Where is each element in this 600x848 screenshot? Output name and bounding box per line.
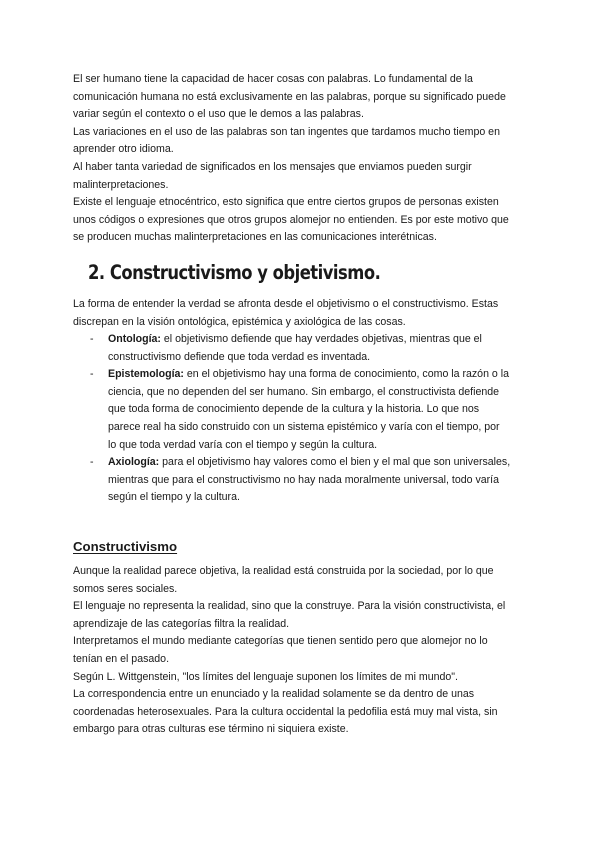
intro-line: El ser humano tiene la capacidad de hacer cosas con palabras. Lo fundamental de la (73, 73, 473, 85)
constructivismo-line: Según L. Wittgenstein, "los límites del lenguaje suponen los límites de mi mundo". (73, 670, 458, 683)
bullet-line (108, 331, 535, 349)
bullet-list (90, 331, 535, 507)
constructivismo-line: La correspondencia entre un enunciado y la realidad solamente se da dentro de unas (73, 688, 475, 701)
bullet-dash: - (90, 456, 94, 469)
bullet-line (108, 366, 535, 384)
bullet-term: Axiología: (108, 456, 160, 469)
constructivismo-line: aprendizaje de las categorías filtra la realidad. (73, 617, 290, 630)
constructivismo-line: somos seres sociales. (73, 582, 178, 595)
bullet-term: Epistemología: (108, 368, 184, 381)
bullet-text: en el objetivismo hay una forma de conocimiento, como la razón o la (183, 368, 509, 381)
bullet-dash: - (90, 368, 94, 381)
section-title: Constructivismo y objetivismo. (109, 261, 381, 284)
intro-line: variar según el contexto o el uso que le demos a las palabras. (73, 108, 364, 121)
bullet-term: Ontología: (108, 333, 161, 345)
section-number: 2. (88, 261, 105, 284)
bullet-ontologia (90, 331, 535, 366)
bullet-line: que toda forma de conocimiento depende de la cultura y la historia. Lo que nos (108, 403, 480, 416)
intro-line: aprender otro idioma. (73, 143, 174, 156)
intro-line: malinterpretaciones. (73, 178, 169, 191)
constructivismo-line: embargo para otras culturas ese término ni siquiera existe. (73, 723, 349, 736)
bullet-line (108, 454, 535, 472)
constructivismo-paragraphs (73, 563, 533, 739)
bullet-text: para el objetivismo hay valores como el bien y el mal que son universales, (159, 456, 511, 469)
section-heading (88, 260, 380, 286)
intro-paragraphs (73, 71, 533, 247)
bullet-line: según el tiempo y la cultura. (108, 491, 240, 504)
bullet-line: parece real ha sido construido con un sistema epistémico y varía con el tiempo, por (108, 420, 500, 433)
bullet-line: mientras que para el constructivismo no hay nada moralmente universal, todo varía (108, 473, 499, 486)
bullet-line: constructivismo defiende que toda verdad es inventada. (108, 350, 371, 363)
constructivismo-line: El lenguaje no representa la realidad, sino que la construye. Para la visión constructivista, el (73, 600, 506, 613)
intro-line: Al haber tanta variedad de significados en los mensajes que enviamos pueden surgir (73, 160, 472, 173)
bullet-dash: - (90, 333, 94, 345)
intro-line: comunicación humana no está exclusivamente en las palabras, porque su significado puede (73, 90, 506, 103)
bullet-axiologia (90, 454, 535, 507)
section-intro-line: discrepan en la visión ontológica, epistémica y axiológica de las cosas. (73, 315, 406, 328)
intro-line: Existe el lenguaje etnocéntrico, esto significa que entre ciertos grupos de personas existen (73, 196, 499, 209)
section-intro (73, 296, 533, 331)
subsection-heading: Constructivismo (73, 539, 178, 554)
intro-line: Las variaciones en el uso de las palabras son tan ingentes que tardamos mucho tiempo en (73, 125, 500, 138)
constructivismo-line: tenían en el pasado. (73, 652, 170, 665)
bullet-text: el objetivismo defiende que hay verdades objetivas, mientras que el (160, 333, 482, 345)
bullet-epistemologia (90, 366, 535, 454)
intro-line: unos códigos o expresiones que otros grupos alomejor no entienden. Es por este motivo que (73, 213, 509, 226)
bullet-line: ciencia, que no dependen del ser humano. Sin embargo, el constructivista defiende (108, 385, 500, 398)
section-intro-line: La forma de entender la verdad se afronta desde el objetivismo o el constructivismo. Estas (73, 298, 499, 310)
constructivismo-line: coordenadas heterosexuales. Para la cultura occidental la pedofilia está muy mal vista, sin (73, 705, 498, 718)
constructivismo-line: Interpretamos el mundo mediante categorías que tienen sentido pero que alomejor no lo (73, 635, 488, 648)
bullet-line: lo que toda verdad varía con el tiempo y según la cultura. (108, 438, 378, 451)
intro-line: se producen muchas malinterpretaciones en las comunicaciones interétnicas. (73, 231, 437, 244)
constructivismo-line: Aunque la realidad parece objetiva, la realidad está construida por la sociedad, por lo que (73, 565, 494, 577)
